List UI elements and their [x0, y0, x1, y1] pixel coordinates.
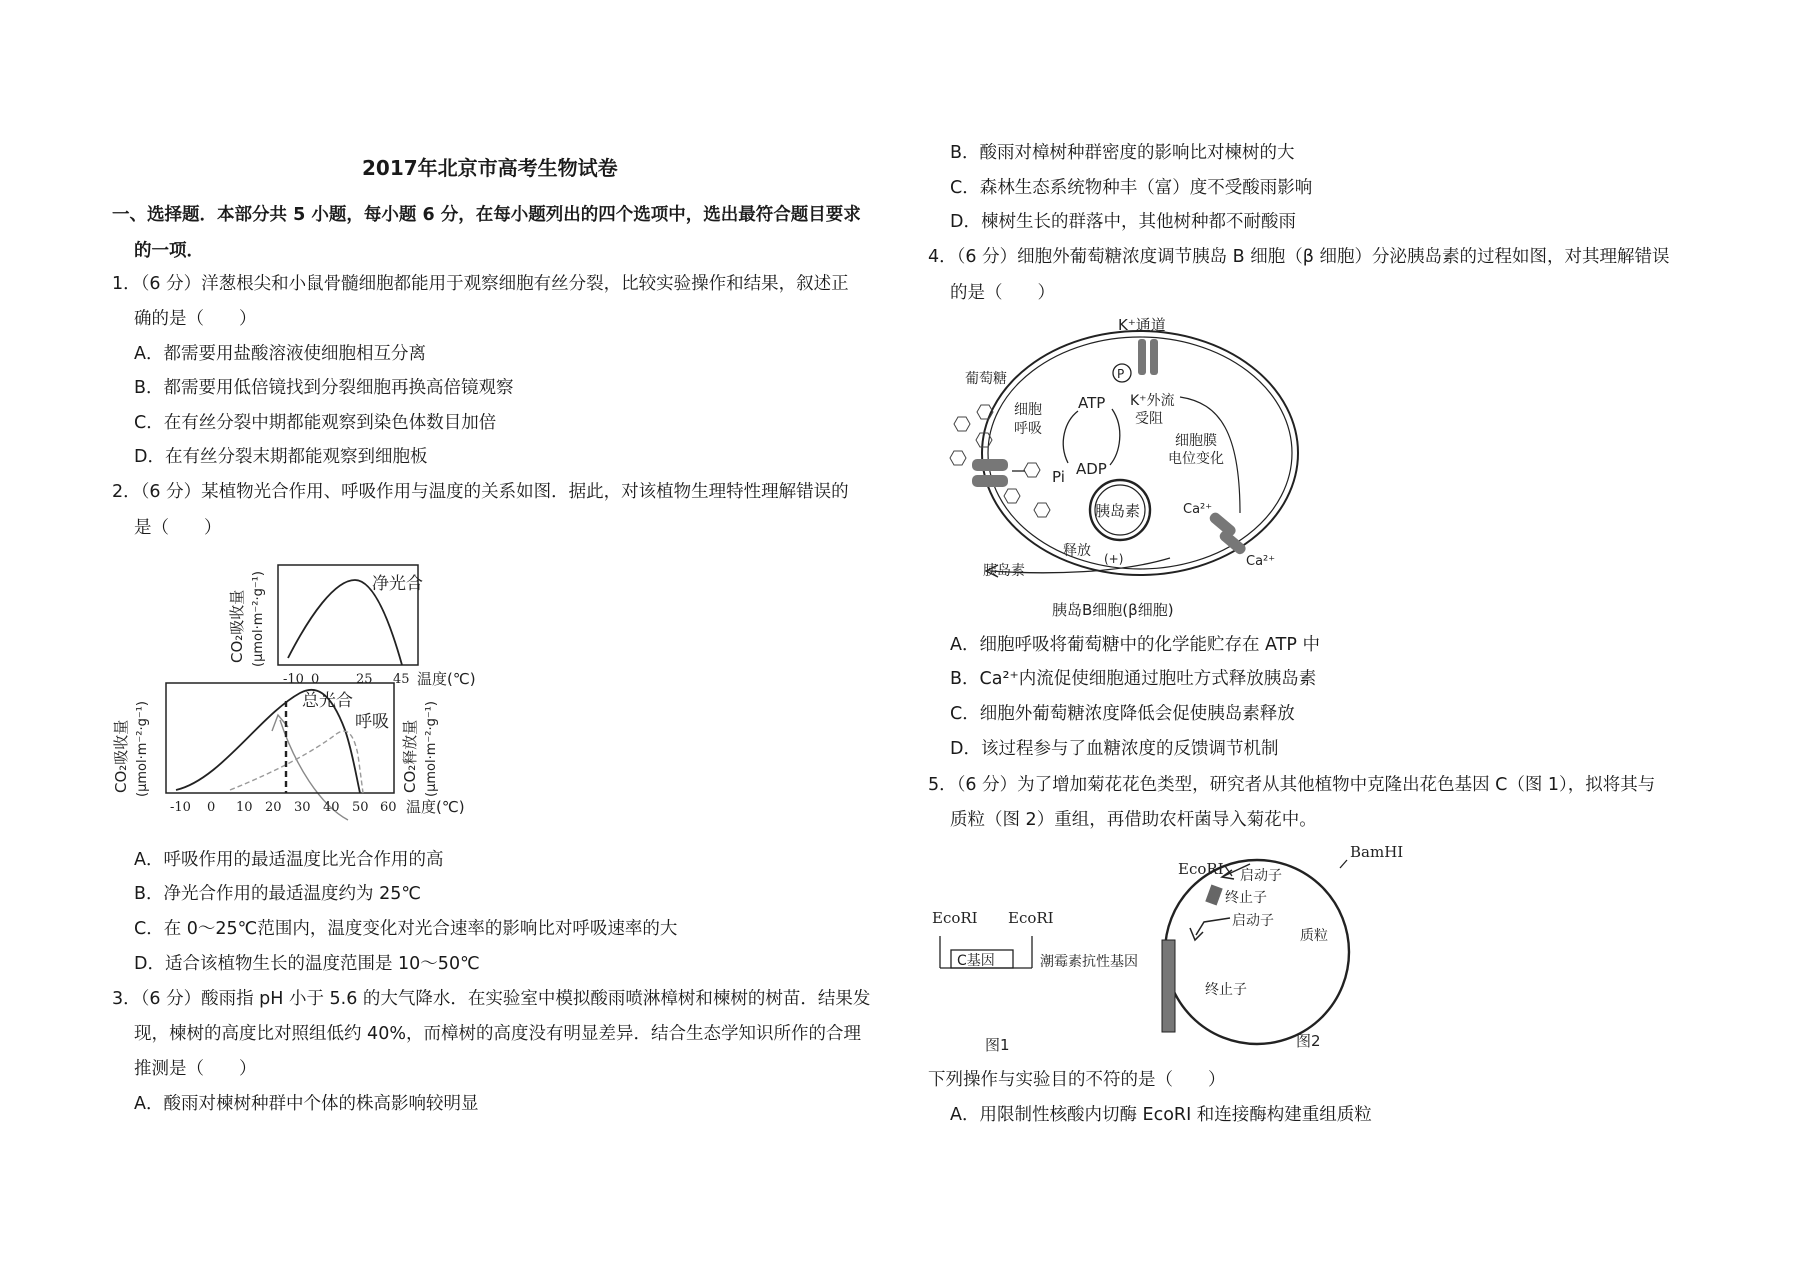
q3-stem-cont: 现，楝树的高度比对照组低约 40%，而樟树的高度没有明显差异．结合生态学知识所作的合理: [134, 1024, 861, 1044]
bottom-tick-neg10: -10: [170, 800, 191, 815]
q1-option-d: D．在有丝分裂末期都能观察到细胞板: [134, 447, 428, 467]
k-channel-left: [1138, 339, 1146, 375]
q3-option-a: A．酸雨对楝树种群中个体的株高影响较明显: [134, 1094, 479, 1114]
phosphate-label: P: [1117, 367, 1125, 381]
bottom-tick-20: 20: [265, 800, 282, 815]
q3-option-d: D．楝树生长的群落中，其他树种都不耐酸雨: [950, 212, 1296, 232]
k-efflux-label2: 受阻: [1135, 411, 1163, 427]
top-tick-25: 25: [356, 672, 373, 687]
beta-cell-caption: 胰岛B细胞(β细胞): [1052, 601, 1174, 619]
terminator1-block: [1205, 884, 1222, 905]
bottom-tick-10: 10: [236, 800, 253, 815]
page-title: 2017年北京市高考生物试卷: [362, 156, 618, 180]
promoter2-label: 启动子: [1232, 913, 1274, 929]
section-heading: 一、选择题．本部分共 5 小题，每小题 6 分，在每小题列出的四个选项中，选出最符合题目要求: [112, 205, 861, 225]
resp-curve-label: 呼吸: [355, 712, 389, 732]
k-efflux-label: K⁺外流: [1130, 393, 1175, 409]
glucose-hexagon: [954, 417, 970, 431]
q4-option-c: C．细胞外葡萄糖浓度降低会促使胰岛素释放: [950, 704, 1295, 724]
q3-stem-cont2: 推测是（ ）: [134, 1059, 257, 1079]
q5-option-a: A．用限制性核酸内切酶 EcoRⅠ 和连接酶构建重组质粒: [950, 1105, 1372, 1125]
bottom-tick-50: 50: [352, 800, 369, 815]
q2-option-a: A．呼吸作用的最适温度比光合作用的高: [134, 850, 444, 870]
bottom-tick-60: 60: [380, 800, 397, 815]
q2-option-d: D．适合该植物生长的温度范围是 10～50℃: [134, 954, 480, 974]
fig1-caption: 图1: [985, 1036, 1010, 1054]
bottom-tick-0: 0: [207, 800, 216, 815]
bottom-xlabel: 温度(℃): [406, 798, 465, 816]
bottom-chart-frame: [166, 683, 394, 793]
plasmid-ecori-label: EcoRⅠ: [1178, 860, 1224, 878]
plasmid-bamhi-tick: [1340, 860, 1347, 868]
atp-cycle-arrow: [1063, 411, 1078, 463]
glucose-hexagon: [1004, 489, 1020, 503]
right-ylabel-unit: (μmol·m⁻²·g⁻¹): [424, 701, 439, 797]
glucose-hexagon: [1024, 463, 1040, 477]
q5-stem-cont: 质粒（图 2）重组，再借助农杆菌导入菊花中。: [950, 810, 1317, 830]
right-ylabel: CO₂释放量: [401, 719, 419, 793]
fig2-caption: 图2: [1296, 1032, 1321, 1050]
glucose-transporter: [972, 475, 1008, 487]
top-ylabel-unit: (μmol·m⁻²·g⁻¹): [251, 571, 266, 667]
terminator2-label: 终止子: [1205, 982, 1247, 998]
q5-stem: 5．（6 分）为了增加菊花花色类型，研究者从其他植物中克隆出花色基因 C（图 1），拟将其与: [928, 775, 1656, 795]
left-ylabel-unit: (μmol·m⁻²·g⁻¹): [135, 701, 150, 797]
fig1-gene-label: C基因: [957, 953, 995, 969]
q1-option-a: A．都需要用盐酸溶液使细胞相互分离: [134, 344, 426, 364]
plasmid-label: 质粒: [1300, 928, 1328, 944]
respiration-curve: [230, 731, 363, 793]
release-label: 释放: [1063, 543, 1091, 559]
q4-option-a: A．细胞呼吸将葡萄糖中的化学能贮存在 ATP 中: [950, 635, 1320, 655]
promoter2-arrow: [1196, 918, 1230, 935]
insulin-vesicle-label: 胰岛素: [1095, 502, 1141, 520]
adp-label: ADP: [1076, 460, 1107, 478]
top-xlabel: 温度(℃): [417, 670, 476, 688]
q2-option-b: B．净光合作用的最适温度约为 25℃: [134, 884, 421, 904]
q1-stem: 1．（6 分）洋葱根尖和小鼠骨髓细胞都能用于观察细胞有丝分裂，比较实验操作和结果，叙述正: [112, 274, 849, 294]
bottom-tick-40: 40: [323, 800, 340, 815]
section-heading-cont: 的一项．: [134, 241, 204, 261]
glucose-hexagon: [1034, 503, 1050, 517]
glucose-transporter: [972, 459, 1008, 471]
fig1-ecori-right: EcoRⅠ: [1008, 909, 1054, 927]
hyg-gene-label: 潮霉素抗性基因: [1040, 954, 1138, 970]
respiration-label2: 呼吸: [1014, 421, 1042, 437]
promoter1-label: 启动子: [1240, 868, 1282, 884]
top-curve-label: 净光合: [372, 574, 423, 594]
glucose-hexagon: [950, 451, 966, 465]
left-ylabel: CO₂吸收量: [112, 719, 130, 793]
q4-option-b: B．Ca²⁺内流促使细胞通过胞吐方式释放胰岛素: [950, 669, 1317, 689]
top-tick-45: 45: [393, 672, 410, 687]
q1-stem-cont: 确的是（ ）: [134, 309, 257, 329]
atp-label: ATP: [1078, 394, 1106, 412]
membrane-potential-label: 细胞膜: [1175, 433, 1217, 449]
q4-beta-cell-figure: [940, 313, 1300, 623]
q4-stem: 4．（6 分）细胞外葡萄糖浓度调节胰岛 B 细胞（β 细胞）分泌胰岛素的过程如图，对其理解错误: [928, 247, 1670, 267]
calcium-outer-label: Ca²⁺: [1246, 554, 1276, 569]
q2-temperature-figure: [110, 555, 490, 825]
membrane-potential-label2: 电位变化: [1168, 451, 1224, 467]
plasmid-ring: [1165, 860, 1349, 1044]
top-tick-0: 0: [311, 672, 320, 687]
total-curve-label: 总光合: [302, 691, 353, 711]
q2-stem-cont: 是（ ）: [134, 518, 222, 538]
pi-label: Pi: [1052, 468, 1065, 486]
q3-option-c: C．森林生态系统物种丰（富）度不受酸雨影响: [950, 178, 1313, 198]
q4-option-d: D．该过程参与了血糖浓度的反馈调节机制: [950, 739, 1279, 759]
hyg-gene-block: [1162, 940, 1175, 1032]
q1-option-c: C．在有丝分裂中期都能观察到染色体数目加倍: [134, 413, 497, 433]
q1-option-b: B．都需要用低倍镜找到分裂细胞再换高倍镜观察: [134, 378, 514, 398]
q3-option-b: B．酸雨对樟树种群密度的影响比对楝树的大: [950, 143, 1295, 163]
top-tick-neg10: -10: [283, 672, 304, 687]
q5-question: 下列操作与实验目的不符的是（ ）: [928, 1070, 1226, 1090]
q4-stem-cont: 的是（ ）: [950, 283, 1055, 303]
calcium-inner-label: Ca²⁺: [1183, 502, 1213, 517]
k-channel-right: [1150, 339, 1158, 375]
terminator1-label: 终止子: [1225, 890, 1267, 906]
bottom-tick-30: 30: [294, 800, 311, 815]
q2-stem: 2．（6 分）某植物光合作用、呼吸作用与温度的关系如图．据此，对该植物生理特性理解错误的: [112, 482, 849, 502]
q2-option-c: C．在 0～25℃范围内，温度变化对光合速率的影响比对呼吸速率的大: [134, 919, 678, 939]
q3-stem: 3．（6 分）酸雨指 pH 小于 5.6 的大气降水．在实验室中模拟酸雨喷淋樟树和楝树的树苗．结果发: [112, 989, 871, 1009]
respiration-label: 细胞: [1014, 402, 1042, 418]
top-ylabel: CO₂吸收量: [228, 589, 246, 663]
k-channel-label: K⁺通道: [1118, 316, 1166, 334]
fig1-ecori-left: EcoRⅠ: [932, 909, 978, 927]
atp-cycle-arrow2: [1110, 409, 1120, 465]
q5-plasmid-figure: [920, 840, 1480, 1060]
plus-label: (+): [1104, 552, 1124, 566]
insulin-out-label: 胰岛素: [983, 563, 1025, 579]
glucose-label: 葡萄糖: [965, 371, 1007, 387]
plasmid-bamhi-label: BamHⅠ: [1350, 843, 1404, 861]
